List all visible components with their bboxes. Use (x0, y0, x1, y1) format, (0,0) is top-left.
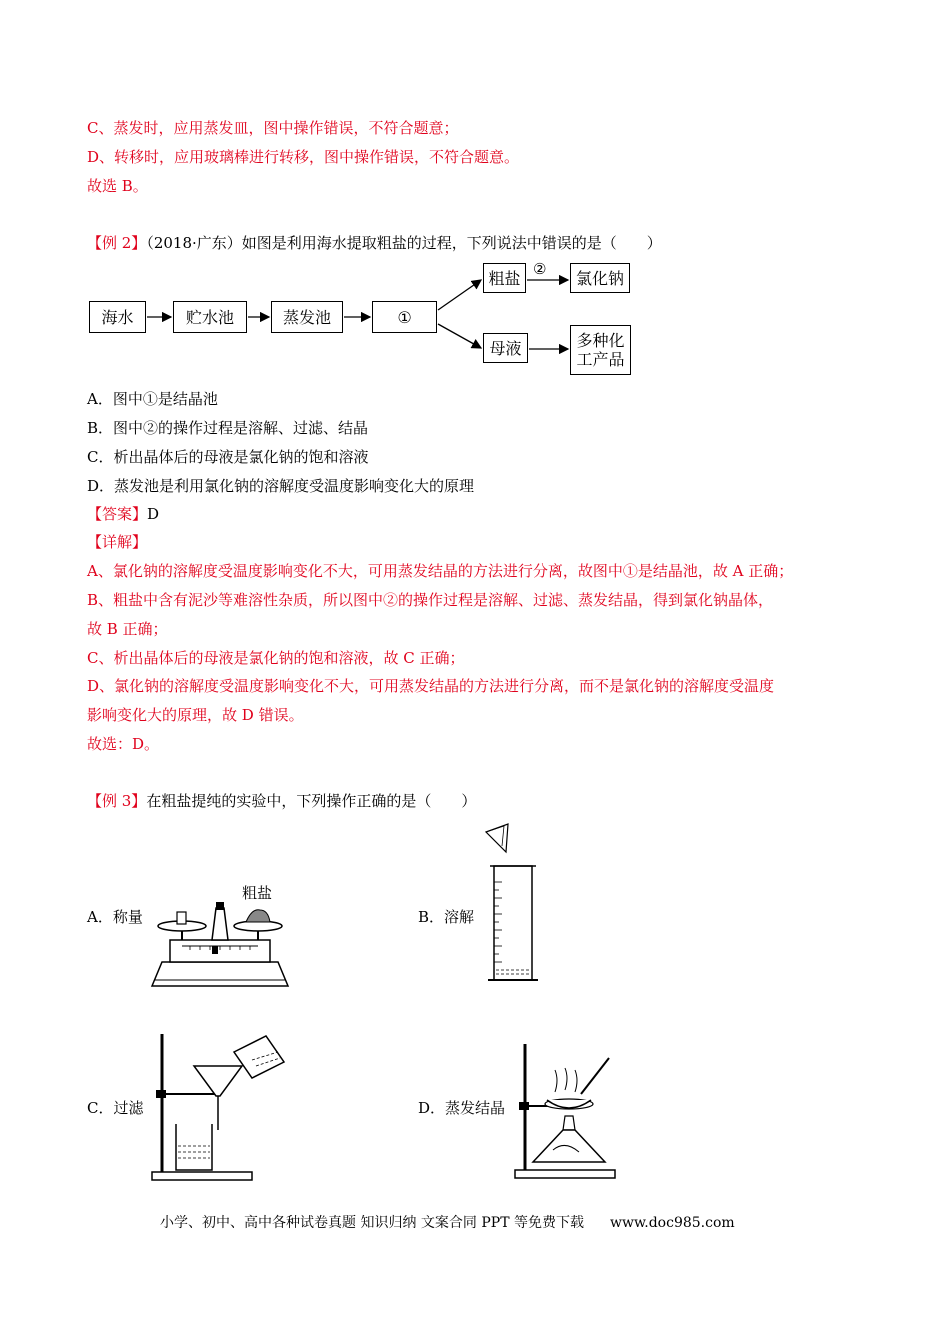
flow-evaporation-pool: 蒸发池 (271, 301, 343, 333)
example3-option-b: B．溶解 (418, 908, 475, 926)
balance-illustration (150, 880, 290, 992)
footer-text: 小学、初中、高中各种试卷真题 知识归纳 文案合同 PPT 等免费下载 (160, 1215, 584, 1231)
explain-tag: 【详解】 (87, 533, 148, 551)
answer-tag: 【答案】 (87, 505, 148, 523)
flow-chem-products: 多种化工产品 (570, 325, 631, 375)
flow-seawater: 海水 (89, 301, 146, 333)
example2-answer-line (87, 504, 159, 524)
example2-question: （2018·广东）如图是利用海水提取粗盐的过程，下列说法中错误的是（ ） (146, 234, 662, 252)
evaporation-illustration (505, 1040, 635, 1180)
flow-step2: ② (533, 260, 547, 278)
footer (160, 1212, 735, 1232)
explanation-line-d: D、转移时，应用玻璃棒进行转移，图中操作错误，不符合题意。 (87, 148, 520, 166)
explain-b-line2: 故 B 正确； (87, 620, 168, 638)
explain-conclusion: 故选：D。 (87, 735, 160, 753)
explanation-line-c: C、蒸发时，应用蒸发皿，图中操作错误，不符合题意； (87, 119, 459, 137)
flow-storage-pool: 贮水池 (173, 301, 247, 333)
example3-tag: 【例 3】 (87, 792, 147, 810)
example2-option-a: A．图中①是结晶池 (87, 390, 218, 408)
explain-a: A、氯化钠的溶解度受温度影响变化不大，可用蒸发结晶的方法进行分离，故图中①是结晶池，故 A 正确； (87, 562, 794, 580)
footer-url[interactable]: www.doc985.com (609, 1215, 735, 1231)
explain-d-line1: D、氯化钠的溶解度受温度影响变化不大，可用蒸发结晶的方法进行分离，而不是氯化钠的溶解度受温度 (87, 677, 775, 695)
example3-option-d: D．蒸发结晶 (418, 1099, 506, 1117)
flow-mother-liquor: 母液 (483, 333, 528, 363)
filtration-illustration (148, 1030, 288, 1182)
example3-question: 在粗盐提纯的实验中，下列操作正确的是（ ） (146, 792, 477, 810)
flow-crude-salt: 粗盐 (483, 263, 526, 293)
explanation-conclusion: 故选 B。 (87, 177, 148, 195)
flow-arrows (0, 0, 950, 400)
example2-option-b: B．图中②的操作过程是溶解、过滤、结晶 (87, 419, 369, 437)
flow-step1: ① (372, 301, 437, 333)
example3-question-line (87, 791, 476, 811)
example3-option-a: A．称量 (87, 908, 143, 926)
flow-sodium-chloride: 氯化钠 (570, 263, 630, 293)
explain-d-line2: 影响变化大的原理，故 D 错误。 (87, 706, 304, 724)
cylinder-illustration (478, 822, 548, 987)
example2-option-d: D．蒸发池是利用氯化钠的溶解度受温度影响变化大的原理 (87, 477, 475, 495)
answer-value: D (147, 505, 160, 523)
example2-tag: 【例 2】 (87, 234, 147, 252)
example3-option-c: C．过滤 (87, 1099, 144, 1117)
explain-b-line1: B、粗盐中含有泥沙等难溶性杂质，所以图中②的操作过程是溶解、过滤、蒸发结晶，得到氯化钠晶体， (87, 591, 774, 609)
balance-label: 粗盐 (242, 884, 273, 902)
example2-option-c: C．析出晶体后的母液是氯化钠的饱和溶液 (87, 448, 369, 466)
explain-c: C、析出晶体后的母液是氯化钠的饱和溶液，故 C 正确； (87, 649, 465, 667)
